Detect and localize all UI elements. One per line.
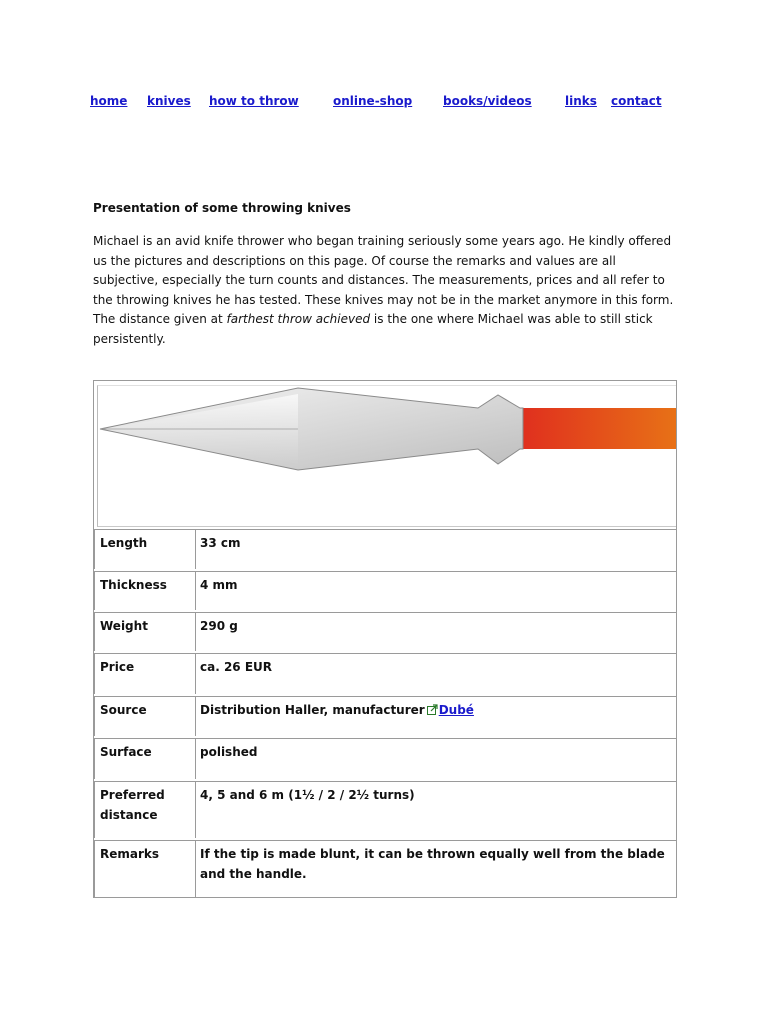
knife-image-cell: [97, 385, 676, 527]
nav-link-contact[interactable]: contact: [611, 94, 662, 108]
intro-text: [93, 232, 678, 349]
nav-link-knives[interactable]: knives: [147, 94, 191, 108]
spec-value-length: 33 cm: [200, 536, 241, 550]
spec-row-price: [94, 653, 676, 694]
knife-spec-table: [93, 380, 677, 898]
external-link-icon: [427, 704, 438, 715]
spec-value-remarks: If the tip is made blunt, it can be thrown equally well from the blade and the handle.: [200, 847, 665, 881]
spec-label-remarks: Remarks: [94, 841, 196, 897]
spec-row-weight: [94, 612, 676, 651]
spec-label-price: Price: [94, 654, 196, 694]
spec-label-weight: Weight: [94, 613, 196, 651]
spec-value-preferred-distance: 4, 5 and 6 m (1½ / 2 / 2½ turns): [200, 788, 415, 802]
nav-link-links[interactable]: links: [565, 94, 597, 108]
spec-label-preferred-distance: Preferred distance: [94, 782, 196, 838]
throwing-knife-illustration: [98, 386, 676, 526]
main-nav: [0, 94, 768, 112]
source-text: Distribution Haller, manufacturer: [200, 703, 425, 717]
nav-link-home[interactable]: home: [90, 94, 128, 108]
spec-value-thickness: 4 mm: [200, 578, 238, 592]
spec-row-thickness: [94, 571, 676, 610]
spec-label-surface: Surface: [94, 739, 196, 779]
spec-row-surface: [94, 738, 676, 779]
nav-link-books-videos[interactable]: books/videos: [443, 94, 532, 108]
spec-label-length: Length: [94, 530, 196, 569]
spec-value-price: ca. 26 EUR: [200, 660, 273, 674]
knife-handle: [523, 408, 676, 449]
spec-value-weight: 290 g: [200, 619, 238, 633]
distance-note-emphasis: farthest throw achieved: [226, 312, 371, 326]
nav-link-how-to-throw[interactable]: how to throw: [209, 94, 299, 108]
page-heading: Presentation of some throwing knives: [93, 201, 351, 215]
spec-label-source: Source: [94, 697, 196, 736]
spec-value-surface: polished: [200, 745, 258, 759]
intro-paragraph: Michael is an avid knife thrower who began training seriously some years ago. He kindly offered us the pictures and descriptions on this page. Of course the remarks and values are all subjective, especially the turn counts and distances. The measurements, prices and all refer to the throwing knives he has tested. These knives may not be in the market anymore in this form.: [93, 234, 674, 307]
spec-row-preferred-distance: [94, 781, 676, 838]
spec-row-remarks: [94, 840, 676, 897]
spec-row-length: [94, 529, 676, 569]
distance-note: [93, 310, 678, 349]
nav-link-online-shop[interactable]: online-shop: [333, 94, 413, 108]
spec-value-source: [196, 697, 676, 736]
source-manufacturer-link[interactable]: Dubé: [438, 703, 474, 717]
distance-note-suffix: is the one where Michael was able to still stick persistently.: [93, 312, 653, 346]
spec-row-source: [94, 696, 676, 736]
distance-note-prefix: The distance given at: [93, 312, 227, 326]
spec-label-thickness: Thickness: [94, 572, 196, 610]
